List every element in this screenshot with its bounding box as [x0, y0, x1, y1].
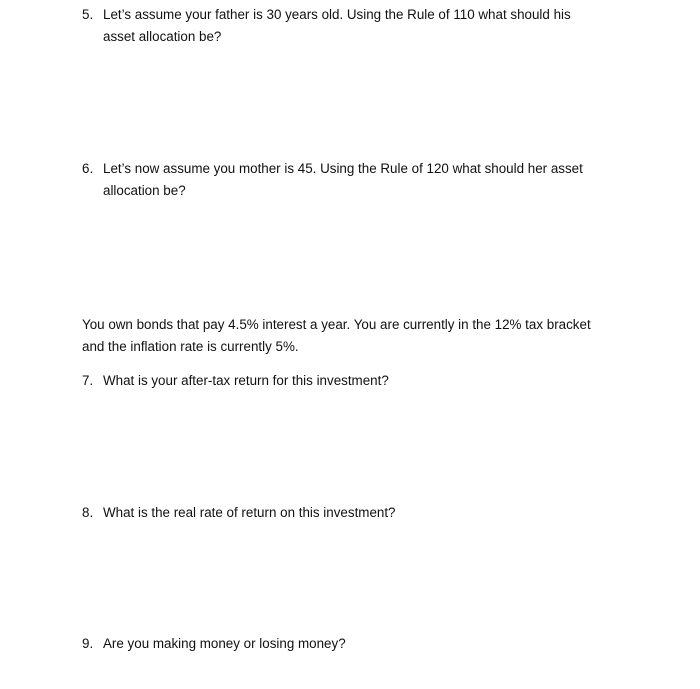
question-8 — [82, 502, 642, 524]
question-5-text-2: asset allocation be? — [103, 29, 222, 44]
intro-text-1: You own bonds that pay 4.5% interest a year. You are currently in the 12% tax bracket — [82, 317, 591, 332]
question-7-number: 7. — [82, 373, 94, 388]
question-7-line-1 — [82, 370, 642, 392]
question-8-line-1 — [82, 502, 642, 524]
question-6 — [82, 158, 642, 202]
question-6-text-1: Let’s now assume you mother is 45. Using the Rule of 120 what should her asset — [103, 161, 583, 176]
intro-text-2: and the inflation rate is currently 5%. — [82, 339, 299, 354]
question-5-line-1 — [82, 4, 642, 26]
question-9-text: Are you making money or losing money? — [103, 636, 346, 651]
question-9-line-1 — [82, 633, 642, 655]
question-9 — [82, 633, 642, 655]
question-6-text-2: allocation be? — [103, 183, 186, 198]
question-5 — [82, 4, 642, 48]
question-8-number: 8. — [82, 505, 94, 520]
question-6-number: 6. — [82, 161, 94, 176]
question-5-number: 5. — [82, 7, 94, 22]
question-8-text: What is the real rate of return on this investment? — [103, 505, 396, 520]
question-5-text-1: Let’s assume your father is 30 years old. Using the Rule of 110 what should his — [103, 7, 571, 22]
question-7-text: What is your after-tax return for this investment? — [103, 373, 389, 388]
question-9-number: 9. — [82, 636, 94, 651]
question-6-line-1 — [82, 158, 642, 180]
intro-paragraph — [82, 314, 662, 358]
question-7 — [82, 370, 642, 392]
